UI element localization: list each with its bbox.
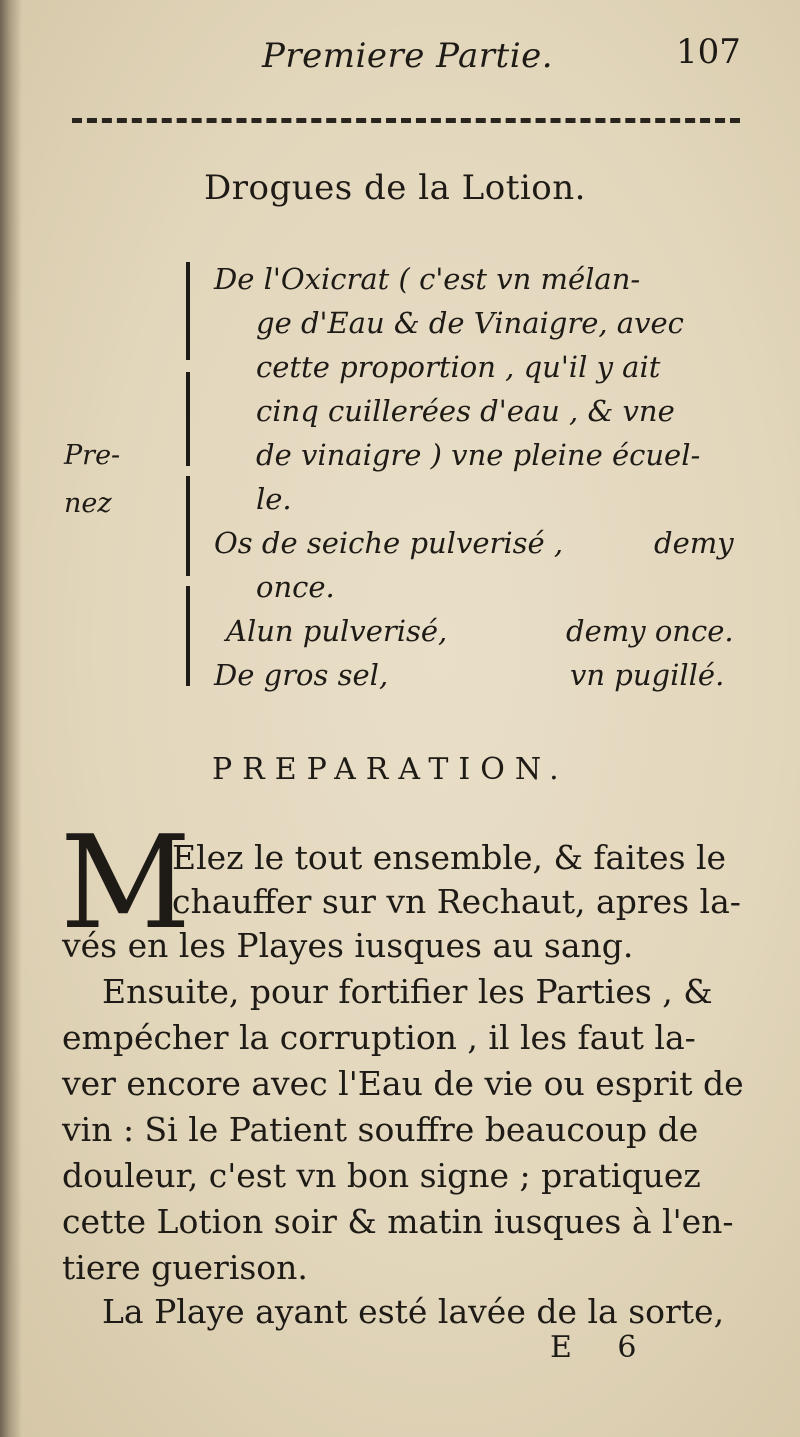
recipe-line: cette proportion , qu'il y ait [256, 350, 661, 384]
recipe-line: De l'Oxicrat ( c'est vn mélan- [214, 262, 641, 296]
running-title: Premiere Partie. [262, 36, 554, 76]
body-line: ver encore avec l'Eau de vie ou esprit de [62, 1064, 744, 1103]
body-line: empécher la corruption , il les faut la- [62, 1018, 696, 1057]
body-line: vés en les Playes iusques au sang. [62, 926, 634, 965]
bracket-line [186, 476, 190, 576]
bracket-line [186, 586, 190, 686]
recipe-line: le. [256, 482, 292, 516]
page-gutter-shadow [0, 0, 22, 1437]
body-line: Elez le tout ensemble, & faites le [172, 838, 727, 877]
recipe-line: de vinaigre ) vne pleine écuel- [256, 438, 701, 472]
signature-mark: E 6 [550, 1330, 655, 1365]
recipe-line: once. [256, 570, 335, 604]
page-number: 107 [676, 32, 741, 72]
recipe-amount: demy once. [566, 614, 734, 648]
recipe-line: ge d'Eau & de Vinaigre, avec [256, 306, 684, 340]
side-label-line: nez [64, 488, 112, 519]
body-line: chauffer sur vn Rechaut, apres la- [172, 882, 741, 921]
drop-cap: M [60, 809, 192, 958]
recipe-line: De gros sel, [214, 658, 389, 692]
header-rule [72, 118, 740, 123]
body-line: La Playe ayant esté lavée de la sorte, [102, 1292, 725, 1331]
side-label-line: Pre- [64, 440, 121, 471]
recipe-line: Os de seiche pulverisé , [214, 526, 564, 560]
body-line: douleur, c'est vn bon signe ; pratiquez [62, 1156, 701, 1195]
body-line: vin : Si le Patient souffre beaucoup de [62, 1110, 699, 1149]
recipe-amount: demy [654, 526, 734, 560]
recipe-line: Alun pulverisé, [226, 614, 448, 648]
body-line: Ensuite, pour fortifier les Parties , & [102, 972, 713, 1011]
preparation-heading: PREPARATION. [212, 752, 569, 787]
body-line: tiere guerison. [62, 1248, 308, 1287]
body-line: cette Lotion soir & matin iusques à l'en- [62, 1202, 734, 1241]
bracket-line [186, 372, 190, 466]
bracket-line [186, 262, 190, 360]
section-title: Drogues de la Lotion. [204, 168, 586, 208]
recipe-amount: vn pugillé. [570, 658, 725, 692]
recipe-line: cinq cuillerées d'eau , & vne [256, 394, 675, 428]
